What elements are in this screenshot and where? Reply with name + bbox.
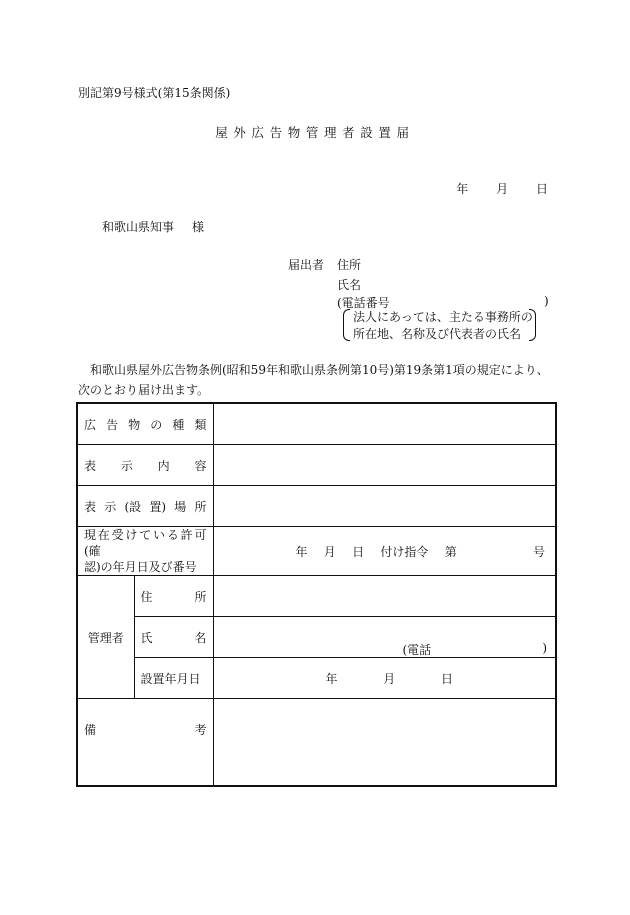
permit-year: 年 [295, 544, 308, 559]
applicant-name-label: 氏名 [337, 278, 362, 292]
addressee-name: 和歌山県知事 [102, 220, 175, 234]
display-content-field[interactable] [213, 445, 556, 486]
ad-type-char: 類 [194, 417, 207, 432]
permit-suffix: 付け指令 [380, 544, 429, 559]
display-content-char: 内 [157, 458, 170, 473]
display-content-char: 示 [120, 458, 133, 473]
setup-date-label: 設置年月日 [134, 658, 213, 699]
display-location-char: 置) [149, 499, 167, 514]
ad-type-field[interactable] [213, 403, 556, 445]
table-row-display-content [77, 445, 556, 486]
ad-type-label [77, 403, 213, 445]
ad-type-char: 種 [172, 417, 185, 432]
date-year-label: 年 [456, 182, 469, 196]
manager-address-field[interactable] [213, 576, 556, 617]
display-content-label [77, 445, 213, 486]
corporate-note-line2: 所在地、名称及び代表者の氏名 [353, 327, 522, 341]
manager-name-field[interactable] [213, 617, 556, 658]
table-row-manager-name [77, 617, 556, 658]
form-table [76, 402, 557, 787]
manager-name-char: 氏 [140, 630, 153, 645]
display-location-char: (設 [124, 499, 142, 514]
remarks-label [77, 699, 213, 787]
display-location-char: 示 [104, 499, 117, 514]
addressee-honorific: 様 [192, 220, 205, 234]
manager-label: 管理者 [77, 576, 134, 699]
display-location-field[interactable] [213, 486, 556, 527]
display-location-char: 場 [174, 499, 187, 514]
date-month-label: 月 [496, 182, 509, 196]
permit-dai: 第 [444, 544, 457, 559]
manager-address-label [134, 576, 213, 617]
manager-phone-close: ) [542, 641, 547, 655]
permit-go: 号 [532, 544, 545, 559]
permit-label-line2: 認)の年月日及び番号 [84, 560, 197, 574]
bracket-left [343, 309, 350, 341]
table-row-permit [77, 527, 556, 576]
table-row-display-location [77, 486, 556, 527]
submission-date [442, 180, 548, 197]
manager-name-char: 名 [194, 630, 207, 645]
display-location-label [77, 486, 213, 527]
remarks-field[interactable] [213, 699, 556, 787]
manager-name-label [134, 617, 213, 658]
permit-month: 月 [323, 544, 336, 559]
ad-type-char: 物 [128, 417, 141, 432]
manager-address-char: 所 [194, 589, 207, 604]
remarks-char: 備 [84, 723, 97, 737]
manager-address-char: 住 [140, 589, 153, 604]
display-location-char: 表 [84, 499, 97, 514]
display-location-char: 所 [194, 499, 207, 514]
setup-day: 日 [440, 671, 453, 686]
manager-phone-open: (電話 [402, 643, 432, 657]
display-content-char: 容 [194, 458, 207, 473]
bracket-right [529, 309, 536, 341]
form-title: 屋外広告物管理者設置届 [215, 125, 415, 140]
setup-date-field[interactable] [213, 658, 556, 699]
setup-year: 年 [325, 671, 338, 686]
setup-month: 月 [383, 671, 396, 686]
table-row-ad-type [77, 403, 556, 445]
table-row-remarks [77, 699, 556, 787]
applicant-phone-label: (電話番号 [337, 296, 390, 310]
permit-label [77, 527, 213, 576]
corporate-note [343, 308, 536, 342]
body-text: 和歌山県屋外広告物条例(昭和59年和歌山県条例第10号)第19条第1項の規定により、次のとおり届け出ます。 [78, 363, 549, 397]
ad-type-char: の [150, 417, 163, 432]
ad-type-char: 広 [84, 417, 97, 432]
applicant-phone-close: ) [544, 294, 549, 308]
permit-day: 日 [352, 544, 365, 559]
remarks-char: 考 [194, 723, 207, 737]
addressee [102, 218, 204, 235]
date-day-label: 日 [535, 182, 548, 196]
permit-label-line1: 現在受けている許可(確 [84, 528, 207, 558]
table-row-setup-date [77, 658, 556, 699]
form-number: 別記第9号様式(第15条関係) [78, 86, 231, 100]
ad-type-char: 告 [106, 417, 119, 432]
permit-field[interactable] [213, 527, 556, 576]
table-row-manager-address [77, 576, 556, 617]
applicant-label: 届出者 [288, 258, 325, 272]
applicant-address-label: 住所 [337, 258, 362, 272]
corporate-note-line1: 法人にあっては、主たる事務所の [353, 310, 533, 324]
display-content-char: 表 [84, 458, 97, 473]
